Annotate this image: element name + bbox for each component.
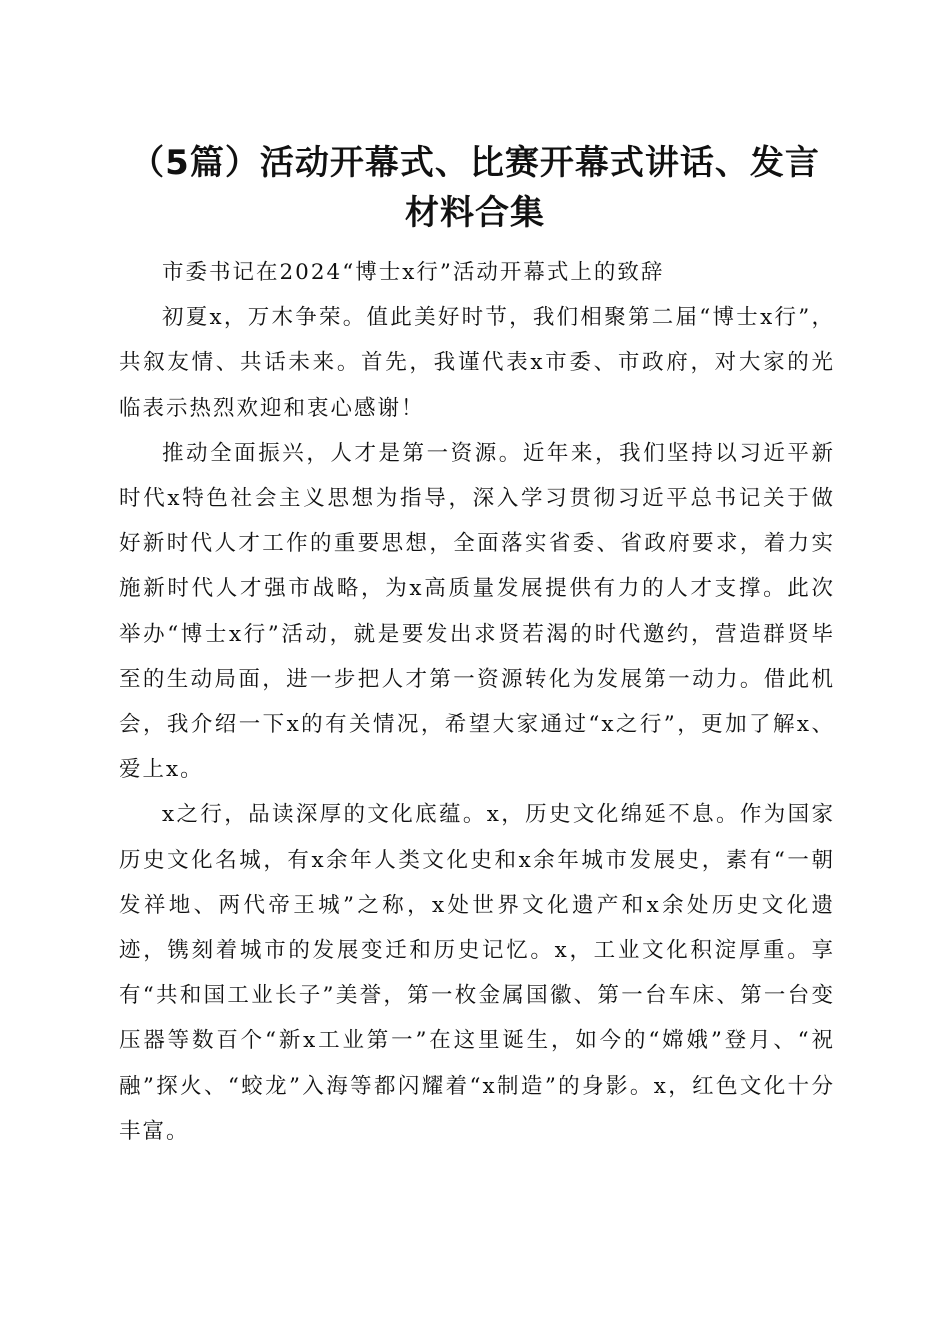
paragraph-2: 推动全面振兴，人才是第一资源。近年来，我们坚持以习近平新时代x特色社会主义思想为指导，深入学习贯彻习近平总书记关于做好新时代人才工作的重要思想，全面落实省委、省政府要求，着力实施新时代人才强市战略，为x高质量发展提供有力的人才支撑。此次举办“博士x行”活动，就是要发出求贤若渴的时代邀约，营造群贤毕至的生动局面，进一步把人才第一资源转化为发展第一动力。借此机会，我介绍一下x的有关情况，希望大家通过“x之行”，更加了解x、爱上x。 [119, 440, 835, 783]
paragraph-3: x之行，品读深厚的文化底蕴。x，历史文化绵延不息。作为国家历史文化名城，有x余年人类文化史和x余年城市发展史，素有“一朝发祥地、两代帝王城”之称，x处世界文化遗产和x余处历史文化遗迹，镌刻着城市的发展变迁和历史记忆。x，工业文化积淀厚重。享有“共和国工业长子”美誉，第一枚金属国徽、第一台车床、第一台变压器等数百个“新x工业第一”在这里诞生，如今的“嫦娥”登月、“祝融”探火、“蛟龙”入海等都闪耀着“x制造”的身影。x，红色文化十分丰富。 [119, 802, 835, 1144]
title-line-1: （5篇）活动开幕式、比赛开幕式讲话、发言 [130, 143, 820, 183]
document-body [119, 250, 835, 1154]
title-line-2: 材料合集 [405, 193, 545, 233]
speech-title: 市委书记在2024“博士x行”活动开幕式上的致辞 [162, 260, 665, 285]
paragraph-1: 初夏x，万木争荣。值此美好时节，我们相聚第二届“博士x行”，共叙友情、共话未来。首先，我谨代表x市委、市政府，对大家的光临表示热烈欢迎和衷心感谢！ [119, 305, 835, 421]
document-title [110, 138, 840, 238]
